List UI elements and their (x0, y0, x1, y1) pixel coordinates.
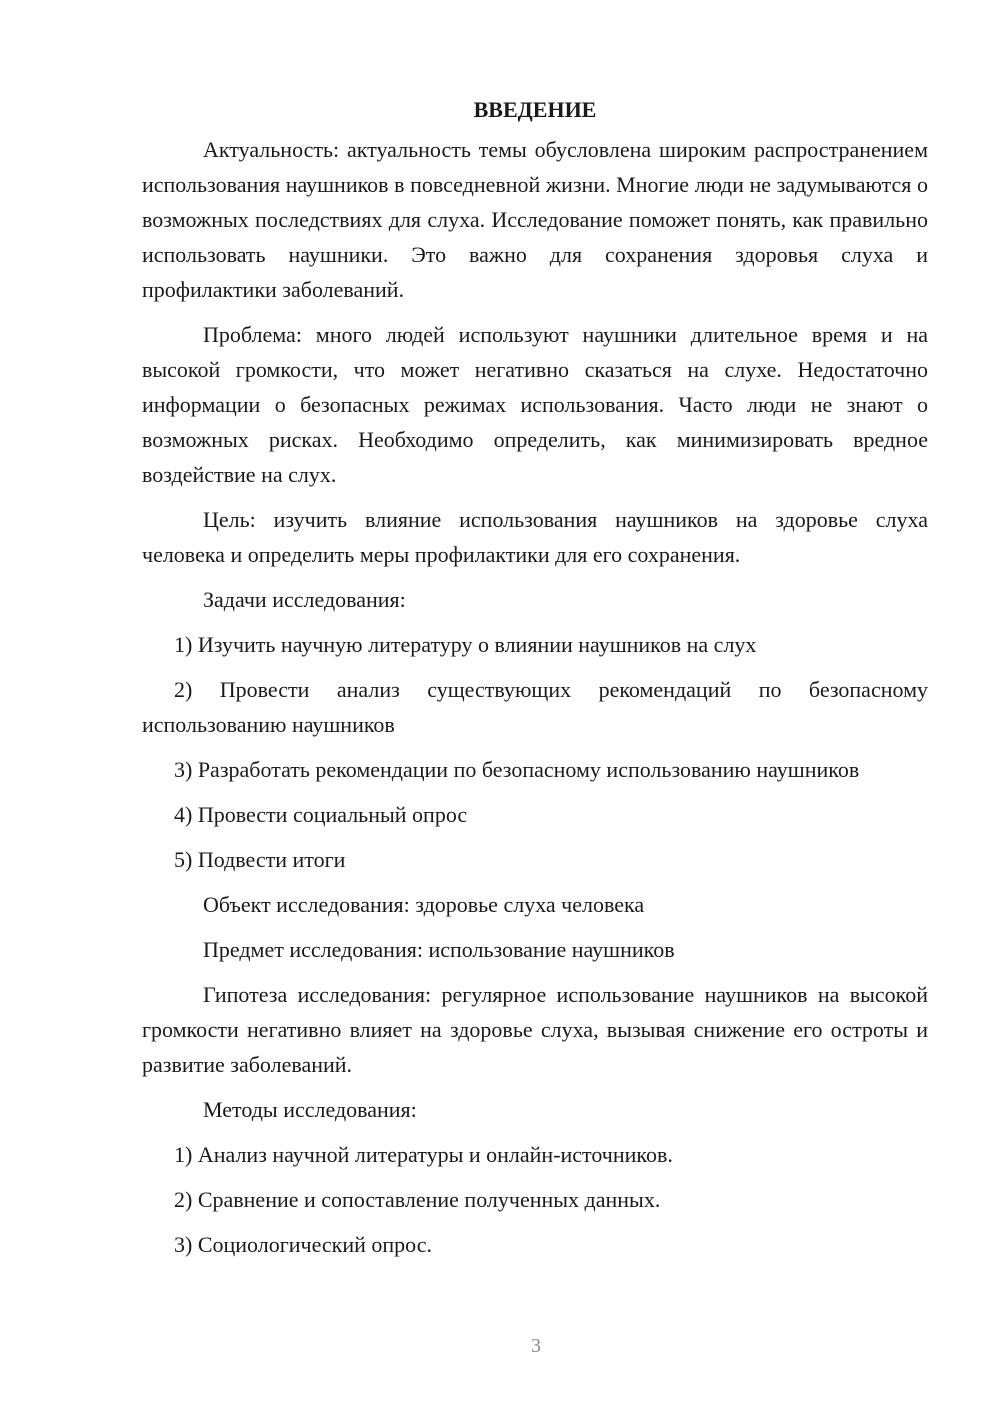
relevance-paragraph: Актуальность: актуальность темы обусловлена широким распространением использования наушников в повседневной жизни. Многие люди не задумываются о возможных последствиях для слуха. Исследование поможет понять, как правильно использовать наушники. Это важно для сохранения здоровья слуха и профилактики заболеваний. (142, 137, 928, 302)
methods-heading: Методы исследования: (203, 1097, 417, 1122)
research-object: Объект исследования: здоровье слуха человека (203, 892, 645, 917)
page-title: ВВЕДЕНИЕ (473, 97, 597, 122)
task-item: 2) Провести анализ существующих рекомендаций по безопасному использованию наушников (142, 677, 928, 737)
task-item: 5) Подвести итоги (174, 847, 346, 872)
task-item: 1) Изучить научную литературу о влиянии наушников на слух (174, 632, 757, 657)
goal-paragraph: Цель: изучить влияние использования наушников на здоровье слуха человека и определить меры профилактики для его сохранения. (142, 507, 928, 567)
document-page (142, 96, 928, 1272)
method-item: 3) Социологический опрос. (174, 1232, 432, 1257)
research-subject: Предмет исследования: использование наушников (203, 937, 675, 962)
method-item: 1) Анализ научной литературы и онлайн-источников. (174, 1142, 673, 1167)
hypothesis-paragraph: Гипотеза исследования: регулярное использование наушников на высокой громкости негативно влияет на здоровье слуха, вызывая снижение его остроты и развитие заболеваний. (142, 982, 928, 1077)
problem-paragraph: Проблема: много людей используют наушники длительное время и на высокой громкости, что может негативно сказаться на слухе. Недостаточно информации о безопасных режимах использования. Часто люди не знают о возможных рисках. Необходимо определить, как минимизировать вредное воздействие на слух. (142, 322, 928, 487)
method-item: 2) Сравнение и сопоставление полученных данных. (174, 1187, 661, 1212)
task-item: 3) Разработать рекомендации по безопасному использованию наушников (174, 757, 860, 782)
task-item: 4) Провести социальный опрос (174, 802, 468, 827)
tasks-heading: Задачи исследования: (203, 587, 406, 612)
page-number: 3 (531, 1335, 541, 1357)
